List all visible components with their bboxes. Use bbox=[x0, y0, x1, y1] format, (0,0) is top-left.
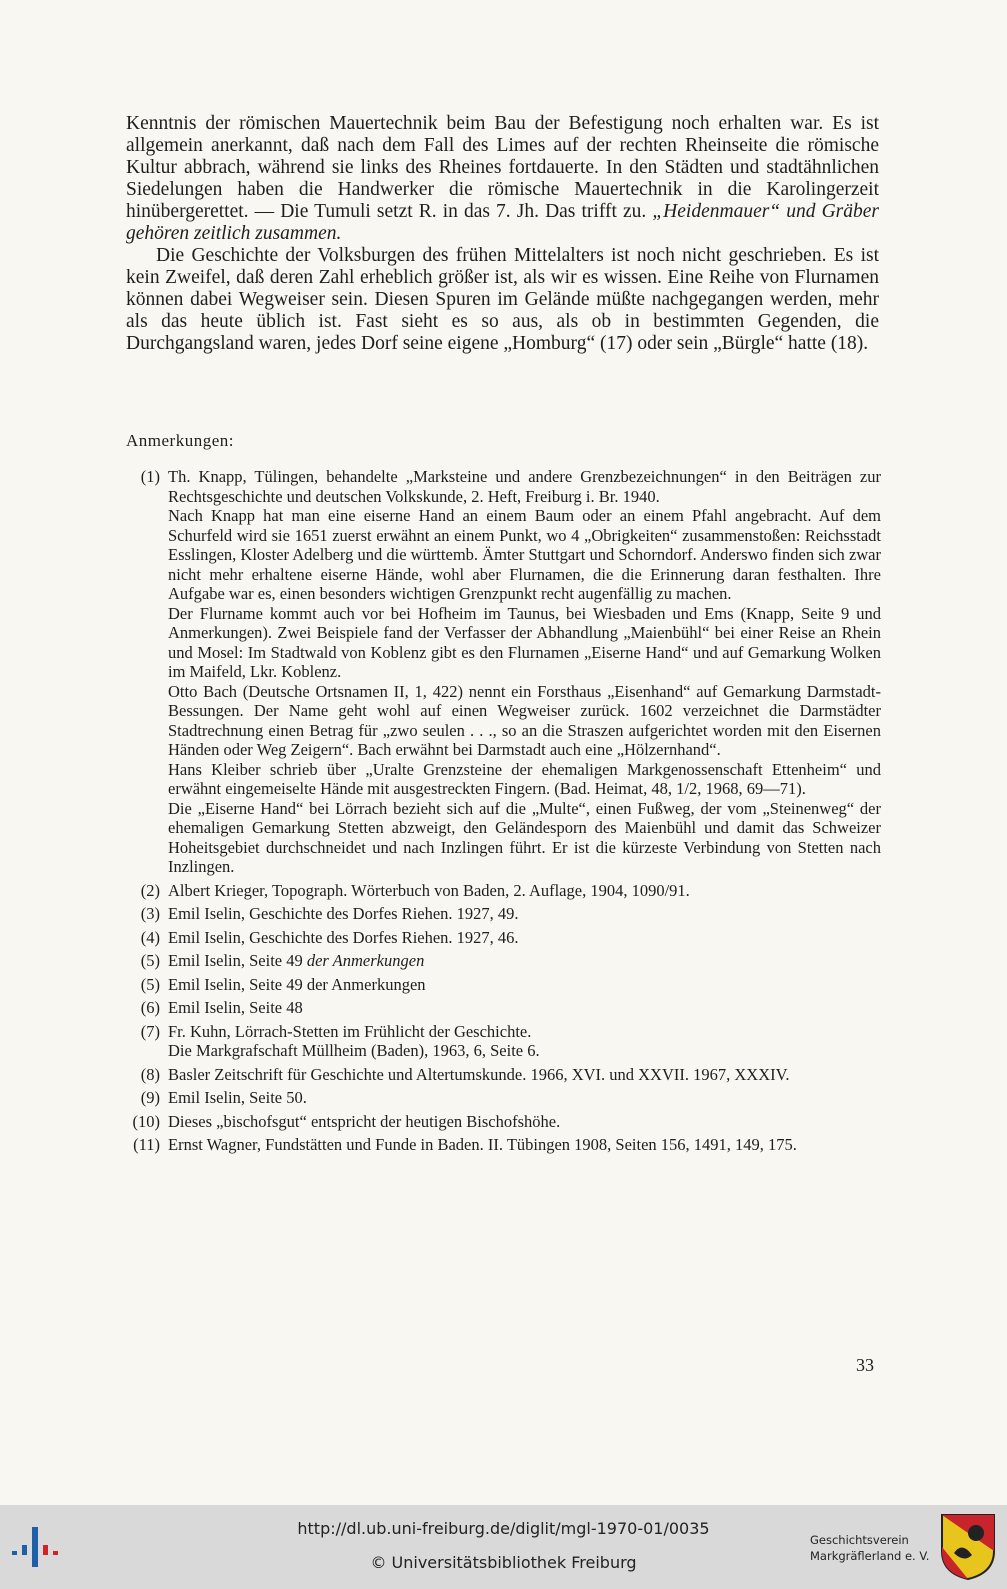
note-text: Die „Eiserne Hand“ bei Lörrach bezieht sich auf die „Multe“, einen Fußweg, der vom „Steinenweg“ der ehemaligen Gemarkung Stetten abzweigt, den Geländesporn des Maienbühl und damit das Schweizer Hoheitsgebiet durchschneidet und nach Inzlingen führt. Er ist die kürzeste Verbindung von Stetten nach Inzlingen. bbox=[168, 798, 881, 876]
note-text: Otto Bach (Deutsche Ortsnamen II, 1, 422) nennt ein Forsthaus „Eisenhand“ auf Gemarkung Darmstadt-Bessungen. Der Name geht wohl auf einen Wegweiser zurück. 1602 verzeichnet die Darmstädter Stadtrechnung einen Betrag für „zwo seulen . . ., so an die Straszen aufgerichtet worden mit den Eisernen Händen oder Weg Zeigern“. Bach erwähnt bei Darmstadt auch eine „Hölzernhand“. bbox=[168, 681, 881, 759]
note-text: Fr. Kuhn, Lörrach-Stetten im Frühlicht der Geschichte. bbox=[168, 1021, 532, 1041]
note-number: (1) bbox=[140, 467, 160, 486]
society-line-2: Markgräflerland e. V. bbox=[810, 1549, 930, 1563]
note-text: Th. Knapp, Tülingen, behandelte „Marksteine und andere Grenzbezeichnungen“ in den Beiträgen zur Rechtsgeschichte und deutschen Volkskunde, 2. Heft, Freiburg i. Br. 1940. bbox=[168, 467, 881, 506]
note-8 bbox=[126, 1065, 881, 1085]
note-5b bbox=[126, 975, 881, 995]
body-text bbox=[126, 113, 879, 355]
notes-heading: Anmerkungen: bbox=[126, 431, 234, 450]
note-number: (5) bbox=[140, 951, 160, 970]
note-7 bbox=[126, 1022, 881, 1061]
note-9 bbox=[126, 1088, 881, 1108]
italic-text: der Anmerkungen bbox=[306, 951, 425, 970]
note-text: Emil Iselin, Seite 49 der Anmerkungen bbox=[168, 951, 425, 970]
note-number: (9) bbox=[140, 1088, 160, 1107]
society-crest-icon[interactable] bbox=[940, 1513, 996, 1581]
note-number: (5) bbox=[140, 974, 160, 994]
note-3 bbox=[126, 904, 881, 924]
note-5a bbox=[126, 951, 881, 971]
copyright-text: © Universitätsbibliothek Freiburg bbox=[370, 1553, 637, 1572]
note-11 bbox=[126, 1135, 881, 1155]
paragraph-1: Kenntnis der römischen Mauertechnik beim Bau der Befestigung noch erhalten war. Es ist allgemein anerkannt, daß nach dem Fall des Limes auf der rechten Rheinseite die römische Kultur abbrach, während sie links des Rheines fortdauerte. In den Städten und stadtähnlichen Siedelungen haben die Handwerker die römische Mauertechnik in die Karolingerzeit hinübergerettet. — Die Tumuli setzt R. in das 7. Jh. Das trifft zu. „Heidenmauer“ und Gräber gehören zeitlich zusammen. bbox=[126, 113, 879, 244]
note-text: Emil Iselin, Seite 49 der Anmerkungen bbox=[168, 974, 426, 994]
note-text: Die Markgrafschaft Müllheim (Baden), 1963, 6, Seite 6. bbox=[168, 1041, 540, 1060]
note-number: (6) bbox=[140, 998, 160, 1017]
note-text: Emil Iselin, Geschichte des Dorfes Riehen. 1927, 46. bbox=[168, 927, 519, 947]
note-text: Basler Zeitschrift für Geschichte und Altertumskunde. 1966, XVI. und XXVII. 1967, XXXIV. bbox=[168, 1064, 790, 1084]
italic-quote: „Heidenmauer“ und Gräber gehören zeitlich zusammen. bbox=[126, 201, 879, 244]
note-text: Emil Iselin, Geschichte des Dorfes Riehen. 1927, 49. bbox=[168, 904, 519, 923]
footer-bar bbox=[0, 1505, 1007, 1589]
note-number: (2) bbox=[140, 880, 160, 900]
page-number: 33 bbox=[856, 1355, 874, 1375]
note-text: Der Flurname kommt auch vor bei Hofheim im Taunus, bei Wiesbaden und Ems (Knapp, Seite 9 und Anmerkungen). Zwei Beispiele fand der Verfasser der Abhandlung „Maienbühl“ bei einer Reise an Rhein und Mosel: Im Stadtwald von Koblenz gibt es den Flurnamen „Eiserne Hand“ und auf Gemarkung Wolken im Maifeld, Lkr. Koblenz. bbox=[168, 603, 881, 681]
note-10 bbox=[126, 1112, 881, 1132]
note-number: (4) bbox=[140, 927, 160, 947]
note-4 bbox=[126, 928, 881, 948]
note-number: (11) bbox=[133, 1135, 160, 1154]
note-text: Ernst Wagner, Fundstätten und Funde in Baden. II. Tübingen 1908, Seiten 156, 1491, 149, 175. bbox=[168, 1135, 797, 1154]
note-text: Dieses „bischofsgut“ entspricht der heutigen Bischofshöhe. bbox=[168, 1111, 561, 1131]
note-number: (3) bbox=[140, 904, 160, 923]
note-text: Hans Kleiber schrieb über „Uralte Grenzsteine der ehemaligen Markgenossenschaft Ettenheim“ und erwähnt eingemeiselte Hände mit ausgestreckten Fingern. (Bad. Heimat, 48, 1/2, 1968, 69—71). bbox=[168, 759, 881, 798]
note-1 bbox=[126, 467, 881, 877]
note-number: (8) bbox=[140, 1064, 160, 1084]
note-2 bbox=[126, 881, 881, 901]
notes-list bbox=[126, 467, 881, 1159]
note-number: (7) bbox=[140, 1021, 160, 1041]
note-text: Albert Krieger, Topograph. Wörterbuch von Baden, 2. Auflage, 1904, 1090/91. bbox=[168, 880, 690, 900]
society-line-1: Geschichtsverein bbox=[810, 1533, 909, 1547]
document-url-link[interactable]: http://dl.ub.uni-freiburg.de/diglit/mgl-1970-01/0035 bbox=[297, 1519, 710, 1538]
paragraph-2: Die Geschichte der Volksburgen des frühen Mittelalters ist noch nicht geschrieben. Es ist kein Zweifel, daß deren Zahl erheblich größer ist, als wir es wissen. Eine Reihe von Flurnamen können dabei Wegweiser sein. Diesen Spuren im Gelände müßte nachgegangen werden, mehr als das heute üblich ist. Fast sieht es so aus, als ob in bestimmten Gegenden, die Durchgangsland waren, jedes Dorf seine eigene „Homburg“ (17) oder sein „Bürgle“ hatte (18). bbox=[126, 245, 879, 354]
note-number: (10) bbox=[132, 1111, 160, 1131]
society-name bbox=[810, 1532, 929, 1564]
note-text: Emil Iselin, Seite 48 bbox=[168, 998, 303, 1017]
note-text: Nach Knapp hat man eine eiserne Hand an einem Baum oder an einem Pfahl angebracht. Auf dem Schurfeld wird sie 1651 zuerst erwähnt an einem Punkt, wo 4 „Obrigkeiten“ zusammenstoßen: Reichsstadt Esslingen, Kloster Adelberg und die württemb. Ämter Stuttgart und Schorndorf. Anderswo finden sich zwar nicht mehr erhaltene eiserne Hände, wohl aber Flurnamen, die die Erinnerung daran festhalten. Ihre Aufgabe war es, einen besonders wichtigen Grenzpunkt recht augenfällig zu machen. bbox=[168, 506, 881, 603]
note-text: Emil Iselin, Seite 50. bbox=[168, 1088, 307, 1107]
note-6 bbox=[126, 998, 881, 1018]
